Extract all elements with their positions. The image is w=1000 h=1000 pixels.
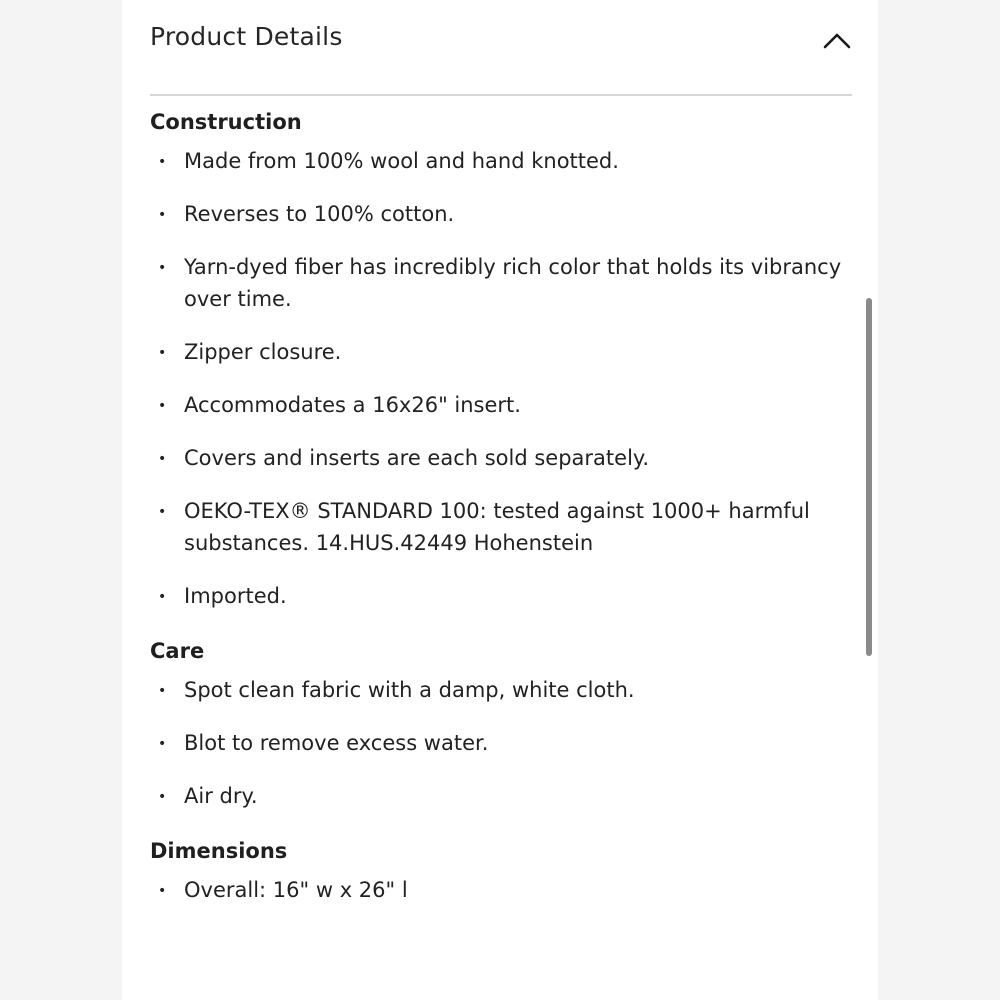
product-details-content bbox=[150, 108, 852, 927]
care-list bbox=[150, 674, 852, 812]
list-item-text: Accommodates a 16x26" insert. bbox=[184, 393, 521, 417]
chevron-up-icon[interactable] bbox=[822, 26, 852, 56]
care-heading: Care bbox=[150, 639, 205, 663]
product-details-panel bbox=[122, 0, 878, 1000]
list-item-text: Blot to remove excess water. bbox=[184, 731, 489, 755]
product-details-title: Product Details bbox=[150, 22, 343, 51]
bullet-icon: • bbox=[158, 398, 167, 414]
list-item-text: OEKO-TEX® STANDARD 100: tested against 1000+ harmful substances. 14.HUS.42449 Hohenstein bbox=[184, 499, 810, 555]
dimensions-heading: Dimensions bbox=[150, 839, 288, 863]
bullet-icon: • bbox=[158, 345, 167, 361]
list-item bbox=[150, 780, 852, 812]
bullet-icon: • bbox=[158, 207, 167, 223]
bullet-icon: • bbox=[158, 883, 167, 899]
bullet-icon: • bbox=[158, 154, 167, 170]
list-item bbox=[150, 389, 852, 421]
list-item bbox=[150, 198, 852, 230]
list-item bbox=[150, 874, 852, 906]
list-item bbox=[150, 495, 852, 559]
list-item bbox=[150, 580, 852, 612]
construction-list bbox=[150, 145, 852, 612]
list-item bbox=[150, 251, 852, 315]
list-item-text: Spot clean fabric with a damp, white cloth. bbox=[184, 678, 635, 702]
list-item-text: Overall: 16" w x 26" l bbox=[184, 878, 408, 902]
list-item bbox=[150, 727, 852, 759]
list-item-text: Made from 100% wool and hand knotted. bbox=[184, 149, 619, 173]
dimensions-section bbox=[150, 837, 852, 906]
bullet-icon: • bbox=[158, 451, 167, 467]
bullet-icon: • bbox=[158, 683, 167, 699]
bullet-icon: • bbox=[158, 789, 167, 805]
bullet-icon: • bbox=[158, 589, 167, 605]
product-details-header[interactable] bbox=[150, 0, 852, 96]
list-item bbox=[150, 336, 852, 368]
list-item-text: Zipper closure. bbox=[184, 340, 342, 364]
care-section bbox=[150, 637, 852, 812]
list-item-text: Covers and inserts are each sold separately. bbox=[184, 446, 650, 470]
construction-heading: Construction bbox=[150, 110, 302, 134]
list-item-text: Reverses to 100% cotton. bbox=[184, 202, 455, 226]
scrollbar-thumb[interactable] bbox=[866, 298, 872, 656]
list-item-text: Air dry. bbox=[184, 784, 258, 808]
bullet-icon: • bbox=[158, 504, 167, 520]
bullet-icon: • bbox=[158, 736, 167, 752]
list-item bbox=[150, 145, 852, 177]
construction-section bbox=[150, 108, 852, 612]
list-item-text: Yarn-dyed fiber has incredibly rich color that holds its vibrancy over time. bbox=[184, 255, 842, 311]
list-item-text: Imported. bbox=[184, 584, 287, 608]
list-item bbox=[150, 674, 852, 706]
dimensions-list bbox=[150, 874, 852, 906]
list-item bbox=[150, 442, 852, 474]
bullet-icon: • bbox=[158, 260, 167, 276]
